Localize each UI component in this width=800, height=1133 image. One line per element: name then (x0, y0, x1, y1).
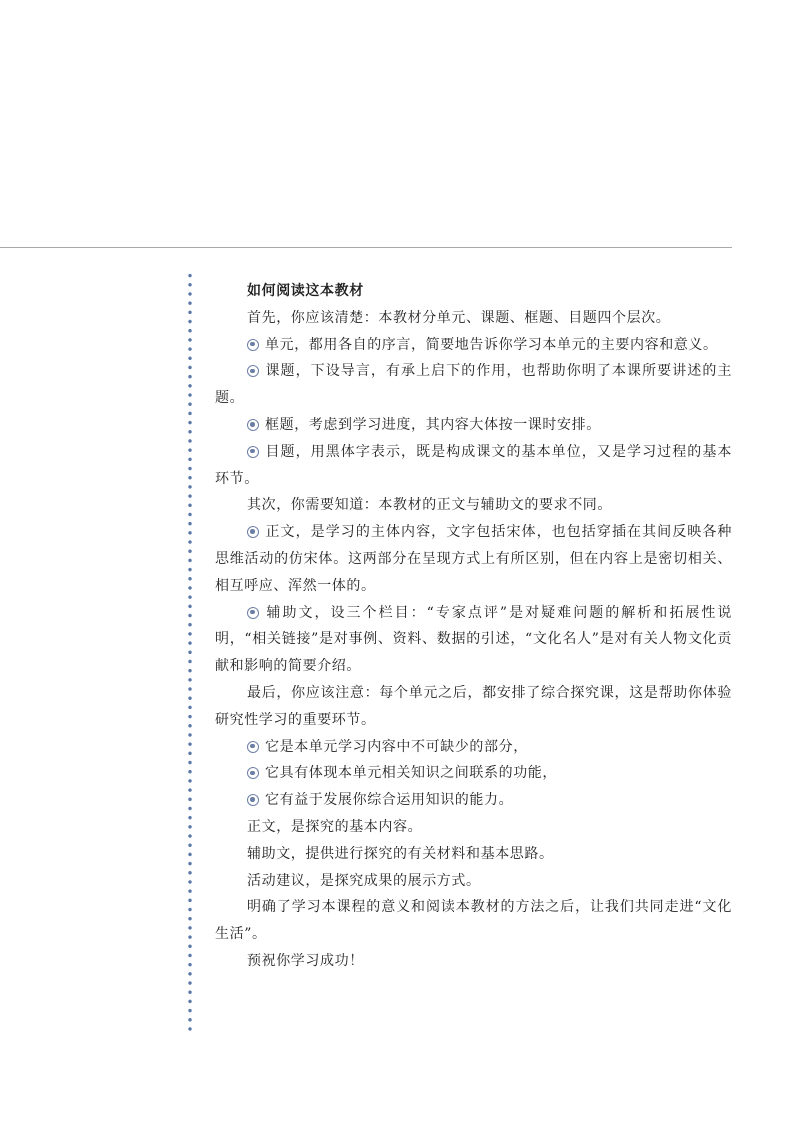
double-circle-bullet-icon (247, 419, 259, 431)
paragraph-text: 正文，是学习的主体内容，文字包括宋体，也包括穿插在其间反映各种思维活动的仿宋体。这两部分在呈现方式上有所区别，但在内容上是密切相关、相互呼应、浑然一体的。 (215, 524, 732, 594)
line-activity-suggestion: 活动建议，是探究成果的展示方式。 (247, 872, 481, 889)
closing-wish: 预祝你学习成功！ (247, 952, 364, 969)
paragraph-item (215, 439, 732, 493)
paragraph-intro-inquiry (215, 680, 732, 734)
paragraph-text: 首先，你应该清楚：本教材分单元、课题、框题、目题四个层次。 (247, 309, 671, 326)
reading-guide-content (215, 278, 732, 975)
double-circle-bullet-icon (247, 339, 259, 351)
paragraph-text: 目题，用黑体字表示，既是构成课文的基本单位，又是学习过程的基本环节。 (215, 443, 732, 487)
paragraph-lesson (215, 358, 732, 412)
paragraph-auxiliary-text (215, 600, 732, 680)
paragraph-text: 课题，下设导言，有承上启下的作用，也帮助你明了本课所要讲述的主题。 (215, 363, 732, 407)
double-circle-bullet-icon (247, 607, 259, 619)
list-item-text: 它有益于发展你综合运用知识的能力。 (265, 792, 514, 809)
double-circle-bullet-icon (247, 526, 259, 538)
paragraph-text: 单元，都用各自的序言，简要地告诉你学习本单元的主要内容和意义。 (265, 336, 718, 353)
list-item-inquiry-3 (215, 787, 732, 814)
paragraph-text: 辅助文，设三个栏目：“专家点评”是对疑难问题的解析和拓展性说明，“相关链接”是对事例、资料、数据的引述，“文化名人”是对有关人物文化贡献和影响的简要介绍。 (215, 604, 732, 675)
double-circle-bullet-icon (247, 365, 259, 377)
paragraph-main-text (215, 519, 732, 599)
paragraph-unit (215, 332, 732, 359)
page-title: 如何阅读这本教材 (247, 283, 364, 299)
paragraph-closing (215, 894, 732, 948)
paragraph-text: 框题，考虑到学习进度，其内容大体按一课时安排。 (265, 416, 601, 433)
list-item-text: 它具有体现本单元相关知识之间联系的功能， (265, 765, 557, 782)
line-main-text-role: 正文，是探究的基本内容。 (247, 818, 423, 835)
list-item-inquiry-2 (215, 760, 732, 787)
double-circle-bullet-icon (247, 794, 259, 806)
double-circle-bullet-icon (247, 741, 259, 753)
paragraph-text: 其次，你需要知道：本教材的正文与辅助文的要求不同。 (247, 497, 612, 514)
list-item-inquiry-1 (215, 734, 732, 761)
double-circle-bullet-icon (247, 767, 259, 779)
list-item-text: 它是本单元学习内容中不可缺少的部分， (265, 738, 528, 755)
double-circle-bullet-icon (247, 446, 259, 458)
paragraph-intro-levels (215, 305, 732, 332)
paragraph-text: 明确了学习本课程的意义和阅读本教材的方法之后，让我们共同走进“文化生活”。 (215, 899, 732, 943)
top-divider-line (0, 247, 732, 248)
dotted-margin-line (188, 271, 192, 1031)
paragraph-frame (215, 412, 732, 439)
paragraph-intro-text-types (215, 492, 732, 519)
paragraph-text: 最后，你应该注意：每个单元之后，都安排了综合探究课，这是帮助你体验研究性学习的重要环节。 (215, 684, 732, 728)
line-auxiliary-role: 辅助文，提供进行探究的有关材料和基本思路。 (247, 845, 554, 862)
